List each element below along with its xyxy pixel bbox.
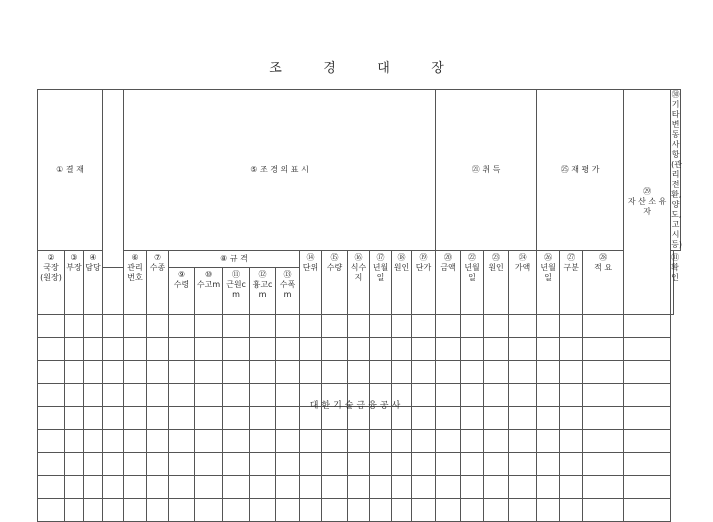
table-cell[interactable]: [484, 453, 509, 476]
table-cell[interactable]: [509, 338, 537, 361]
table-cell[interactable]: [322, 430, 348, 453]
table-row: [38, 315, 681, 338]
table-cell[interactable]: [412, 338, 436, 361]
table-cell[interactable]: [583, 453, 624, 476]
table-cell[interactable]: [195, 315, 223, 338]
table-cell[interactable]: [370, 361, 392, 384]
table-cell[interactable]: [560, 361, 583, 384]
table-cell[interactable]: [223, 338, 250, 361]
table-cell[interactable]: [147, 361, 169, 384]
table-cell[interactable]: [461, 453, 484, 476]
table-cell[interactable]: [461, 499, 484, 522]
table-cell[interactable]: [322, 476, 348, 499]
approval-blank: [103, 90, 124, 268]
col-planting-site: ⑯ 식수지: [348, 251, 370, 315]
table-cell[interactable]: [412, 361, 436, 384]
table-cell[interactable]: [537, 476, 560, 499]
table-cell[interactable]: [65, 476, 84, 499]
other-changes-label: 기타변동사항: [671, 100, 680, 159]
table-cell[interactable]: [250, 499, 276, 522]
col-director: ② 국장(원장): [38, 251, 65, 315]
table-cell[interactable]: [169, 476, 195, 499]
table-cell[interactable]: [250, 361, 276, 384]
table-cell[interactable]: [412, 499, 436, 522]
table-cell[interactable]: [195, 453, 223, 476]
table-cell[interactable]: [624, 476, 671, 499]
table-cell[interactable]: [300, 315, 322, 338]
table-cell[interactable]: [537, 499, 560, 522]
title-char: 장: [431, 61, 444, 76]
table-cell[interactable]: [537, 315, 560, 338]
table-cell[interactable]: [436, 315, 461, 338]
table-cell[interactable]: [537, 453, 560, 476]
table-cell[interactable]: [65, 453, 84, 476]
table-cell[interactable]: [370, 499, 392, 522]
table-cell[interactable]: [65, 499, 84, 522]
title-char: 조: [269, 61, 282, 76]
table-cell[interactable]: [169, 338, 195, 361]
table-cell[interactable]: [65, 361, 84, 384]
table-cell[interactable]: [169, 361, 195, 384]
table-cell[interactable]: [392, 338, 412, 361]
table-cell[interactable]: [38, 315, 65, 338]
table-cell[interactable]: [322, 499, 348, 522]
ledger-body: [38, 315, 681, 522]
table-cell[interactable]: [322, 361, 348, 384]
table-cell[interactable]: [38, 361, 65, 384]
col-reval-date: ㉒ 년월일: [461, 251, 484, 315]
table-cell[interactable]: [103, 361, 124, 384]
col-tree-age: ⑨ 수령: [169, 268, 195, 315]
table-cell[interactable]: [624, 453, 671, 476]
table-cell[interactable]: [300, 476, 322, 499]
table-cell[interactable]: [370, 315, 392, 338]
table-cell[interactable]: [624, 338, 671, 361]
table-cell[interactable]: [370, 476, 392, 499]
table-cell[interactable]: [300, 338, 322, 361]
asset-owner-num: ㉙: [643, 187, 652, 196]
spec-header: ⑧ 규 격: [169, 251, 300, 268]
table-cell[interactable]: [38, 499, 65, 522]
table-cell[interactable]: [484, 338, 509, 361]
table-cell[interactable]: [436, 499, 461, 522]
table-cell[interactable]: [84, 499, 103, 522]
table-cell[interactable]: [124, 338, 147, 361]
table-row: [38, 453, 681, 476]
table-cell[interactable]: [461, 315, 484, 338]
table-cell[interactable]: [124, 361, 147, 384]
table-cell[interactable]: [147, 476, 169, 499]
table-cell[interactable]: [322, 453, 348, 476]
table-cell[interactable]: [223, 453, 250, 476]
table-cell[interactable]: [38, 430, 65, 453]
table-cell[interactable]: [436, 338, 461, 361]
table-cell[interactable]: [412, 453, 436, 476]
title-char: 대: [377, 61, 390, 76]
table-cell[interactable]: [124, 430, 147, 453]
table-cell[interactable]: [484, 499, 509, 522]
table-cell[interactable]: [370, 430, 392, 453]
table-cell[interactable]: [392, 476, 412, 499]
table-cell[interactable]: [276, 476, 300, 499]
table-cell[interactable]: [38, 338, 65, 361]
table-cell[interactable]: [195, 499, 223, 522]
table-cell[interactable]: [412, 430, 436, 453]
table-cell[interactable]: [560, 315, 583, 338]
table-cell[interactable]: [65, 430, 84, 453]
table-cell[interactable]: [147, 453, 169, 476]
table-cell[interactable]: [124, 476, 147, 499]
table-cell[interactable]: [84, 338, 103, 361]
table-cell[interactable]: [392, 453, 412, 476]
table-cell[interactable]: [461, 476, 484, 499]
acquire-header: ㉑ 취 득: [436, 90, 537, 251]
table-cell[interactable]: [169, 453, 195, 476]
page-title: [0, 57, 713, 76]
table-cell[interactable]: [370, 338, 392, 361]
revalue-header: ㉕ 재 평 가: [537, 90, 624, 251]
col-staff: ④ 담당: [84, 251, 103, 315]
table-cell[interactable]: [348, 361, 370, 384]
col-root-diameter: ⑪ 근원cm: [223, 268, 250, 315]
table-cell[interactable]: [348, 453, 370, 476]
table-cell[interactable]: [370, 453, 392, 476]
table-cell[interactable]: [583, 315, 624, 338]
issuer-name: 대한기술금융공사: [309, 401, 404, 411]
table-cell[interactable]: [169, 430, 195, 453]
asset-owner-label: 자 산 소 유 자: [627, 197, 667, 216]
table-cell[interactable]: [509, 361, 537, 384]
table-cell[interactable]: [509, 476, 537, 499]
table-cell[interactable]: [624, 499, 671, 522]
display-header: ⑤ 조 경 의 표 시: [124, 90, 436, 251]
table-cell[interactable]: [509, 453, 537, 476]
table-cell[interactable]: [348, 499, 370, 522]
table-row: [38, 338, 681, 361]
table-cell[interactable]: [583, 499, 624, 522]
table-cell[interactable]: [147, 430, 169, 453]
table-cell[interactable]: [147, 338, 169, 361]
table-cell[interactable]: [195, 430, 223, 453]
table-cell[interactable]: [461, 361, 484, 384]
approval-header: ① 결 재: [38, 90, 103, 251]
table-cell[interactable]: [484, 361, 509, 384]
table-row: [38, 430, 681, 453]
table-cell[interactable]: [461, 430, 484, 453]
col-change-date: ㉖ 년월일: [537, 251, 560, 315]
table-cell[interactable]: [624, 430, 671, 453]
col-unit-price: ⑲ 단가: [412, 251, 436, 315]
table-row: [38, 361, 681, 384]
approval-blank-2: [103, 268, 124, 315]
col-change-type: ㉗ 구분: [560, 251, 583, 315]
table-cell[interactable]: [583, 338, 624, 361]
table-cell[interactable]: [537, 338, 560, 361]
table-cell[interactable]: [223, 361, 250, 384]
table-cell[interactable]: [250, 315, 276, 338]
table-cell[interactable]: [147, 499, 169, 522]
table-cell[interactable]: [276, 338, 300, 361]
col-unit: ⑭ 단위: [300, 251, 322, 315]
table-cell[interactable]: [84, 361, 103, 384]
table-cell[interactable]: [124, 453, 147, 476]
other-changes-num: ㉚: [671, 90, 680, 99]
table-cell[interactable]: [300, 453, 322, 476]
table-cell[interactable]: [412, 476, 436, 499]
table-cell[interactable]: [583, 476, 624, 499]
table-cell[interactable]: [300, 430, 322, 453]
col-crown-width: ⑬ 수폭m: [276, 268, 300, 315]
col-quantity: ⑮ 수량: [322, 251, 348, 315]
col-amount: ⑳ 금액: [436, 251, 461, 315]
table-cell[interactable]: [412, 315, 436, 338]
col-reval-value: ㉔ 가액: [509, 251, 537, 315]
table-cell[interactable]: [250, 430, 276, 453]
table-cell[interactable]: [624, 315, 671, 338]
table-cell[interactable]: [169, 499, 195, 522]
table-cell[interactable]: [103, 499, 124, 522]
table-cell[interactable]: [560, 499, 583, 522]
table-cell[interactable]: [103, 476, 124, 499]
table-cell[interactable]: [276, 430, 300, 453]
table-cell[interactable]: [348, 476, 370, 499]
table-cell[interactable]: [276, 361, 300, 384]
col-confirm: ㉛ 확인: [671, 251, 673, 315]
table-cell[interactable]: [124, 499, 147, 522]
table-cell[interactable]: [461, 338, 484, 361]
other-changes-sub: (관리전환,양도,고시등): [671, 160, 682, 249]
table-row: [38, 499, 681, 522]
table-cell[interactable]: [250, 338, 276, 361]
table-cell[interactable]: [436, 361, 461, 384]
table-cell[interactable]: [392, 361, 412, 384]
table-cell[interactable]: [560, 430, 583, 453]
table-cell[interactable]: [276, 453, 300, 476]
col-breast-diameter: ⑫ 흉고cm: [250, 268, 276, 315]
table-row: [38, 476, 681, 499]
col-summary: ㉘ 적 요: [583, 251, 624, 315]
table-cell[interactable]: [583, 430, 624, 453]
other-changes-header: [671, 90, 681, 251]
col-acq-date: ⑰ 년월일: [370, 251, 392, 315]
table-cell[interactable]: [484, 430, 509, 453]
table-cell[interactable]: [537, 430, 560, 453]
table-cell[interactable]: [560, 338, 583, 361]
title-char: 경: [323, 61, 336, 76]
table-cell[interactable]: [38, 476, 65, 499]
table-cell[interactable]: [65, 315, 84, 338]
table-cell[interactable]: [103, 315, 124, 338]
table-cell[interactable]: [223, 315, 250, 338]
table-cell[interactable]: [84, 430, 103, 453]
table-cell[interactable]: [624, 361, 671, 384]
table-cell[interactable]: [223, 476, 250, 499]
table-cell[interactable]: [560, 476, 583, 499]
table-cell[interactable]: [509, 430, 537, 453]
table-cell[interactable]: [484, 315, 509, 338]
table-cell[interactable]: [84, 315, 103, 338]
table-cell[interactable]: [509, 315, 537, 338]
col-mgmt-number: ⑥ 관리번호: [124, 251, 147, 315]
table-cell[interactable]: [195, 476, 223, 499]
table-cell[interactable]: [348, 315, 370, 338]
table-cell[interactable]: [276, 315, 300, 338]
col-species: ⑦ 수종: [147, 251, 169, 315]
table-cell[interactable]: [436, 453, 461, 476]
table-cell[interactable]: [195, 361, 223, 384]
table-cell[interactable]: [65, 338, 84, 361]
table-cell[interactable]: [392, 499, 412, 522]
table-cell[interactable]: [38, 453, 65, 476]
ledger-table: [37, 89, 681, 522]
table-cell[interactable]: [560, 453, 583, 476]
table-cell[interactable]: [169, 315, 195, 338]
table-cell[interactable]: [484, 476, 509, 499]
table-cell[interactable]: [103, 338, 124, 361]
table-cell[interactable]: [537, 361, 560, 384]
table-cell[interactable]: [322, 315, 348, 338]
table-cell[interactable]: [436, 430, 461, 453]
asset-owner-header: [624, 90, 671, 315]
table-cell[interactable]: [84, 453, 103, 476]
table-cell[interactable]: [124, 315, 147, 338]
table-cell[interactable]: [84, 476, 103, 499]
table-cell[interactable]: [348, 430, 370, 453]
table-cell[interactable]: [223, 430, 250, 453]
table-cell[interactable]: [103, 453, 124, 476]
table-cell[interactable]: [250, 476, 276, 499]
table-cell[interactable]: [276, 499, 300, 522]
col-manager: ③ 부장: [65, 251, 84, 315]
col-reval-cause: ㉓ 원인: [484, 251, 509, 315]
table-cell[interactable]: [250, 453, 276, 476]
table-cell[interactable]: [103, 430, 124, 453]
table-cell[interactable]: [583, 361, 624, 384]
table-cell[interactable]: [436, 476, 461, 499]
table-cell[interactable]: [300, 361, 322, 384]
table-cell[interactable]: [392, 315, 412, 338]
table-cell[interactable]: [195, 338, 223, 361]
table-cell[interactable]: [147, 315, 169, 338]
table-cell[interactable]: [223, 499, 250, 522]
col-tree-height: ⑩ 수고m: [195, 268, 223, 315]
table-cell[interactable]: [322, 338, 348, 361]
col-acq-cause: ⑱ 원인: [392, 251, 412, 315]
table-cell[interactable]: [509, 499, 537, 522]
table-cell[interactable]: [300, 499, 322, 522]
table-cell[interactable]: [392, 430, 412, 453]
table-cell[interactable]: [348, 338, 370, 361]
